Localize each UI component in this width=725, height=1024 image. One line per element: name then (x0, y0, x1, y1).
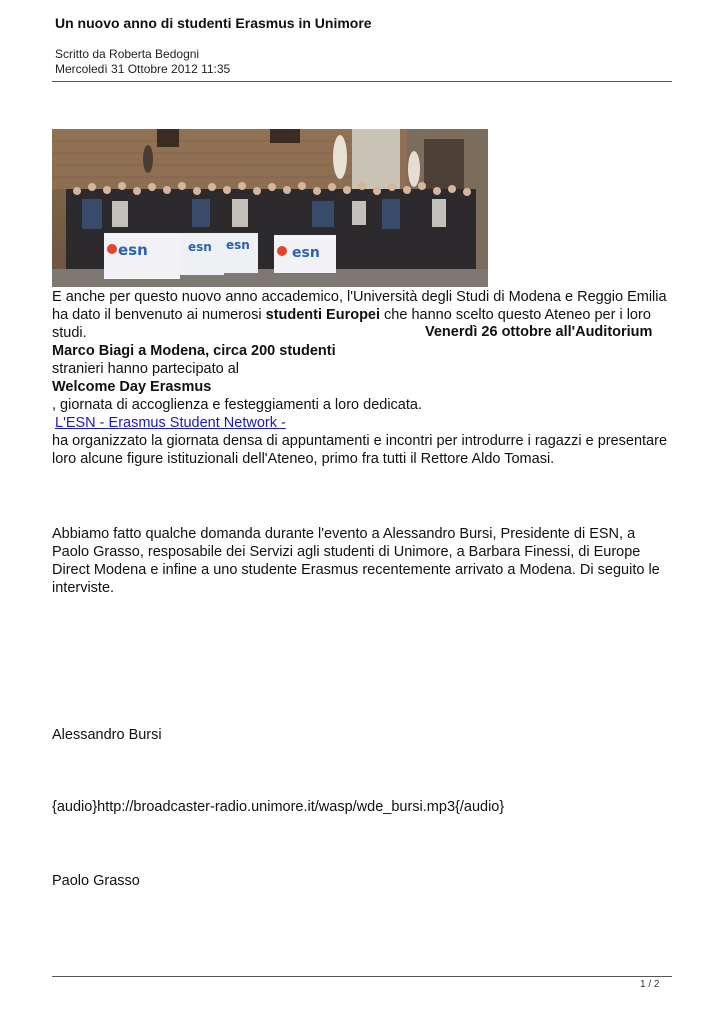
intro-line-2 (52, 306, 677, 324)
interviewee-name-2: Paolo Grasso (52, 873, 140, 889)
organizzato-line-1: ha organizzato la giornata densa di appuntamenti e incontri per introdurre i ragazzi e presentare (52, 433, 668, 449)
interview-line-1: Abbiamo fatto qualche domanda durante l'evento a Alessandro Bursi, Presidente di ESN, a (52, 526, 636, 542)
event-block (52, 342, 677, 468)
esn-banner-3: esn (226, 238, 250, 252)
group-photo (52, 129, 488, 287)
article-title: Un nuovo anno di studenti Erasmus in Unimore (55, 15, 372, 31)
interviewee-name-1: Alessandro Bursi (52, 727, 162, 743)
page-number: 1 / 2 (640, 979, 660, 990)
interview-line-4: interviste. (52, 580, 115, 596)
organizzato-line-2: loro alcune figure istituzionali dell'Ateneo, primo fra tutti il Rettore Aldo Tomasi. (52, 451, 555, 467)
audio-embed-code: {audio}http://broadcaster-radio.unimore.it/wasp/wde_bursi.mp3{/audio} (52, 799, 505, 815)
esn-banner-4: esn (292, 245, 320, 261)
esn-banner-1: esn (118, 241, 148, 259)
event-location-bold: Marco Biagi a Modena, circa 200 studenti (52, 343, 336, 359)
interview-line-3: Direct Modena e infine a uno studente Erasmus recentemente arrivato a Modena. Di seguito le (52, 562, 660, 578)
esn-banner-2: esn (188, 240, 212, 254)
interview-line-2: Paolo Grasso, resposabile dei Servizi agli studenti di Unimore, a Barbara Finessi, di Europe (52, 544, 641, 560)
intro-line-1: E anche per questo nuovo anno accademico, l'Università degli Studi di Modena e Reggio Emilia (52, 289, 667, 305)
welcome-day-bold: Welcome Day Erasmus (52, 379, 212, 395)
esn-link[interactable]: L'ESN - Erasmus Student Network - (55, 415, 286, 431)
footer-divider (52, 976, 672, 977)
intro-line-3: studi. (52, 325, 87, 341)
article-date: Mercoledì 31 Ottobre 2012 11:35 (55, 62, 231, 76)
header-divider (52, 81, 672, 82)
giornata-line: , giornata di accoglienza e festeggiamenti a loro dedicata. (52, 397, 422, 413)
intro-line-2-end: che hanno scelto questo Ateneo per i loro (380, 307, 651, 323)
stranieri-line: stranieri hanno partecipato al (52, 361, 240, 377)
event-date-bold: Venerdì 26 ottobre all'Auditorium (425, 324, 653, 340)
studenti-europei-bold: studenti Europei (265, 307, 381, 323)
interview-paragraph (52, 525, 677, 597)
article-author: Scritto da Roberta Bedogni (55, 47, 200, 61)
intro-line-2-start: ha dato il benvenuto ai numerosi (52, 307, 266, 323)
